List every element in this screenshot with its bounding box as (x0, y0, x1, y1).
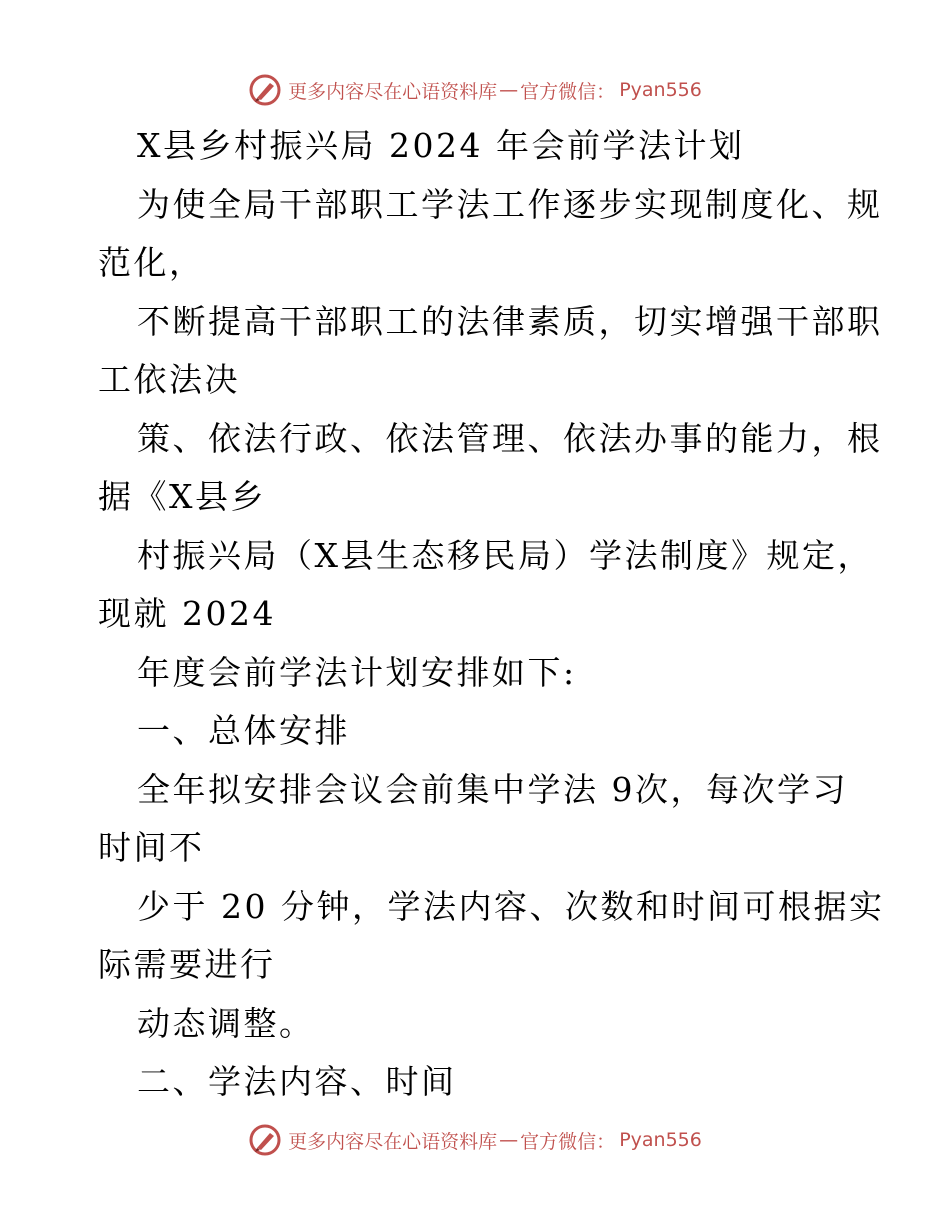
watermark-separator: — (499, 1129, 519, 1151)
paragraph-line: 少于 20 分钟，学法内容、次数和时间可根据实 (137, 887, 885, 926)
watermark-suffix: 官方微信： (520, 80, 616, 103)
paragraph-line: 际需要进行 (98, 945, 276, 984)
section-heading: 一、总体安排 (137, 711, 350, 750)
paragraph-line: 不断提高干部职工的法律素质，切实增强干部职 (137, 302, 883, 341)
watermark-text: 更多内容尽在心语资料库 (288, 1130, 498, 1153)
section-heading: 二、学法内容、时间 (137, 1062, 457, 1101)
header-watermark (0, 70, 950, 110)
pen-logo-icon (248, 1123, 282, 1157)
document-title: X县乡村振兴局 2024 年会前学法计划 (137, 126, 745, 165)
watermark-account: Pyan556 (619, 1129, 702, 1151)
paragraph-line: 动态调整。 (137, 1004, 315, 1043)
paragraph-line: 年度会前学法计划安排如下: (137, 653, 577, 692)
paragraph-line: 村振兴局（X县生态移民局）学法制度》规定， (137, 536, 873, 575)
paragraph-line: 策、依法行政、依法管理、依法办事的能力，根 (137, 419, 883, 458)
watermark-account: Pyan556 (619, 79, 702, 101)
watermark-text: 更多内容尽在心语资料库 (288, 80, 498, 103)
pen-logo-icon (248, 73, 282, 107)
footer-watermark (0, 1120, 950, 1160)
paragraph-line: 时间不 (98, 828, 205, 867)
paragraph-line: 现就 2024 (98, 594, 276, 633)
paragraph-line: 范化， (98, 243, 205, 282)
paragraph-line: 据《X县乡 (98, 477, 266, 516)
watermark-separator: — (499, 79, 519, 101)
paragraph-line: 为使全局干部职工学法工作逐步实现制度化、规 (137, 185, 883, 224)
paragraph-line: 工依法决 (98, 360, 240, 399)
watermark-suffix: 官方微信： (520, 1130, 616, 1153)
paragraph-line: 全年拟安排会议会前集中学法 9次，每次学习 (137, 770, 848, 809)
